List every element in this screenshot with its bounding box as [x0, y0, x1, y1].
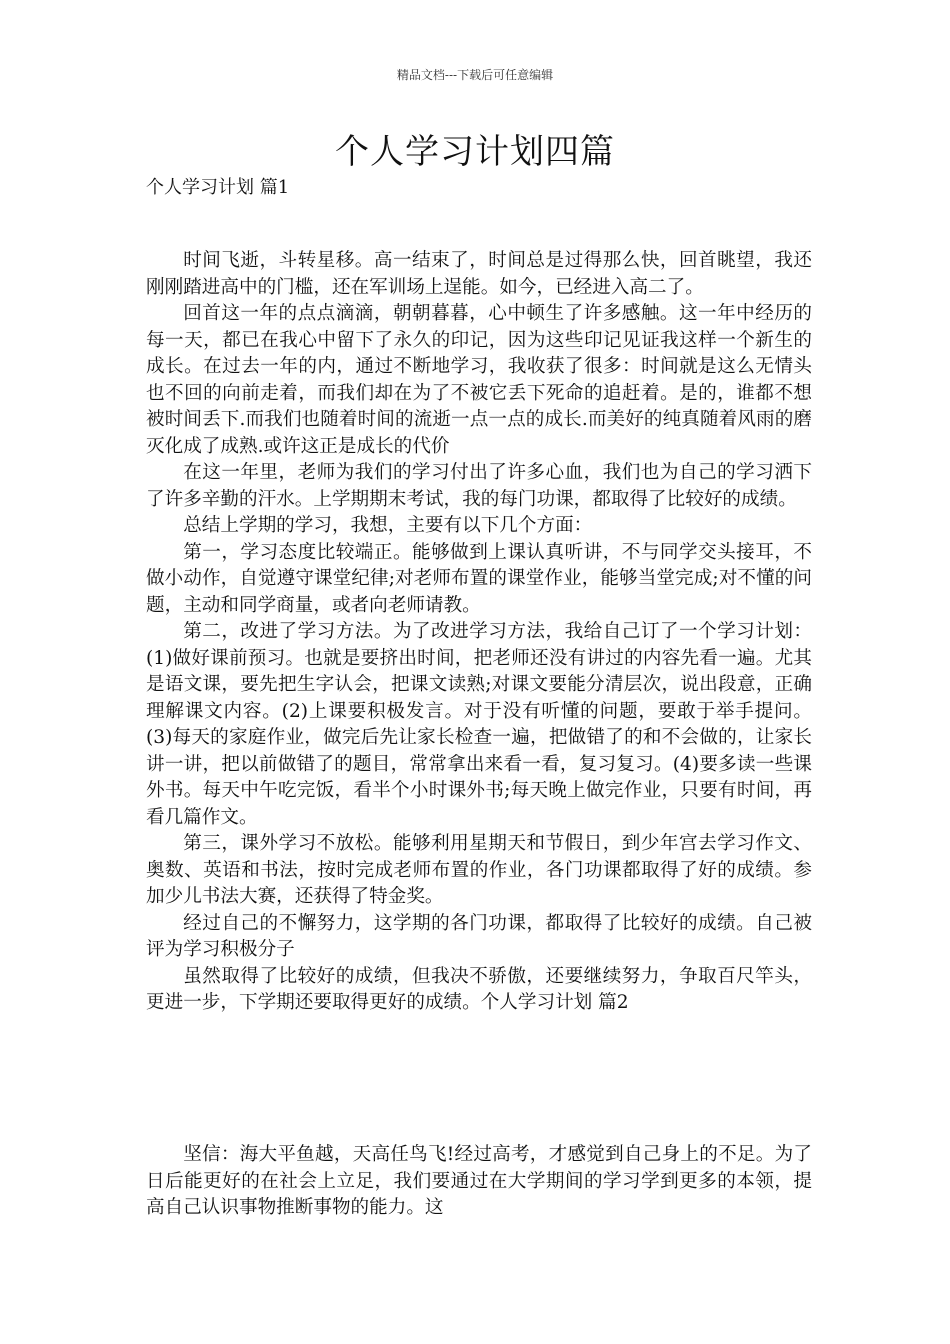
- paragraph: 回首这一年的点点滴滴，朝朝暮暮，心中顿生了许多感触。这一年中经历的每一天，都已在我心中留下了永久的印记，因为这些印记见证我这样一个新生的成长。在过去一年的内，通过不断地学习，我收获了很多：时间就是这么无情头也不回的向前走着，而我们却在为了不被它丢下死命的追赶着。是的，谁都不想被时间丢下.而我们也随着时间的流逝一点一点的成长.而美好的纯真随着风雨的磨灭化成了成熟.或许这正是成长的代价: [146, 303, 812, 457]
- paragraph: 第二，改进了学习方法。为了改进学习方法，我给自己订了一个学习计划：(1)做好课前预习。也就是要挤出时间，把老师还没有讲过的内容先看一遍。尤其是语文课，要先把生字认会，把课文读熟;对课文要能分清层次，说出段意，正确理解课文内容。(2)上课要积极发言。对于没有听懂的问题，要敢于举手提问。(3)每天的家庭作业，做完后先让家长检查一遍，把做错了的和不会做的，让家长讲一讲，把以前做错了的题目，常常拿出来看一看，复习复习。(4)要多读一些课外书。每天中午吃完饭，看半个小时课外书;每天晚上做完作业，只要有时间，再看几篇作文。: [146, 621, 812, 828]
- section-1-body: [146, 248, 812, 1017]
- paragraph: 第三，课外学习不放松。能够利用星期天和节假日，到少年宫去学习作文、奥数、英语和书法，按时完成老师布置的作业，各门功课都取得了好的成绩。参加少儿书法大赛，还获得了特金奖。: [146, 833, 812, 907]
- paragraph: 第一，学习态度比较端正。能够做到上课认真听讲，不与同学交头接耳，不做小动作，自觉遵守课堂纪律;对老师布置的课堂作业，能够当堂完成;对不懂的问题，主动和同学商量，或者向老师请教。: [146, 541, 812, 616]
- paragraph: 经过自己的不懈努力，这学期的各门功课，都取得了比较好的成绩。自己被评为学习积极分子: [146, 912, 812, 960]
- document-title: 个人学习计划四篇: [335, 132, 615, 172]
- section-heading-2: 个人学习计划 篇2: [480, 992, 629, 1013]
- paragraph: 在这一年里，老师为我们的学习付出了许多心血，我们也为自己的学习洒下了许多辛勤的汗水。上学期期末考试，我的每门功课，都取得了比较好的成绩。: [146, 462, 812, 510]
- header-note: 精品文档---下载后可任意编辑: [396, 68, 554, 82]
- section-heading-1: 个人学习计划 篇1: [146, 177, 290, 198]
- paragraph: [146, 964, 812, 1017]
- paragraph: 时间飞逝，斗转星移。高一结束了，时间总是过得那么快，回首眺望，我还刚刚踏进高中的门槛，还在军训场上逞能。如今，已经进入高二了。: [146, 250, 812, 298]
- section-2-body: [146, 1142, 812, 1222]
- paragraph-text: 虽然取得了比较好的成绩，但我决不骄傲，还要继续努力，争取百尺竿头，更进一步，下学期还要取得更好的成绩。: [146, 965, 812, 1013]
- paragraph: 总结上学期的学习，我想，主要有以下几个方面：: [183, 515, 593, 536]
- paragraph: 坚信：海大平鱼越，天高任鸟飞!经过高考，才感觉到自己身上的不足。为了日后能更好的在社会上立足，我们要通过在大学期间的学习学到更多的本领，提高自己认识事物推断事物的能力。这: [146, 1144, 812, 1218]
